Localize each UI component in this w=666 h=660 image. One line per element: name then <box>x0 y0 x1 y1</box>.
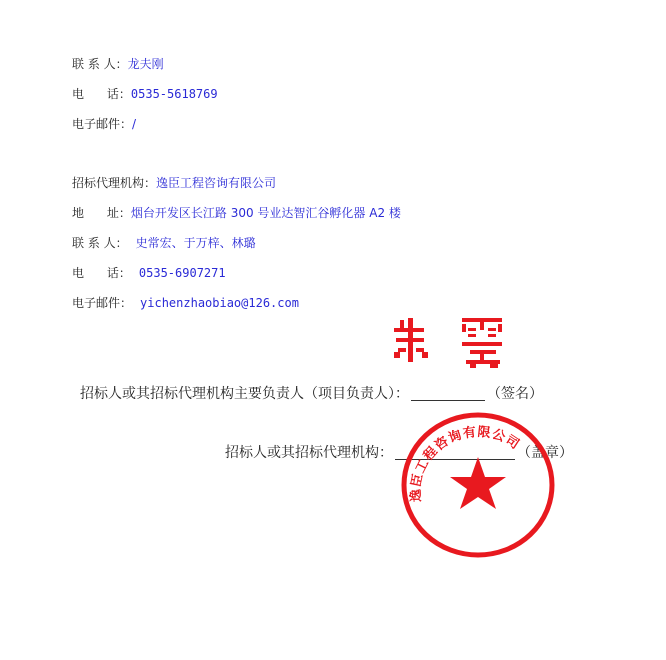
email-label: 电子邮件： <box>72 117 133 131</box>
company-seal <box>393 405 563 565</box>
agency-contact-value: 史常宏、于万梓、林璐 <box>135 236 256 250</box>
contact-person-value: 龙夫刚 <box>127 57 164 71</box>
phone-row <box>72 86 218 102</box>
principal-label: 招标人或其招标代理机构主要负责人（项目负责人）： <box>80 386 409 402</box>
address-label: 地 址： <box>72 206 131 220</box>
agency-label: 招标代理机构： <box>72 176 157 190</box>
contact-person-label: 联 系 人： <box>72 57 128 71</box>
phone-value: 0535-5618769 <box>130 87 218 101</box>
phone-label: 电 话： <box>72 87 131 101</box>
svg-text:逸臣工程咨询有限公司: 逸臣工程咨询有限公司 <box>408 424 523 503</box>
agency-email-value: yichenzhaobiao@126.com <box>140 296 299 310</box>
agency-email-label: 电子邮件： <box>72 296 133 310</box>
agency-seal-suffix: （盖章） <box>517 445 573 461</box>
address-value: 烟台开发区长江路 300 号业达智汇谷孵化器 A2 楼 <box>130 206 401 220</box>
signature-blank[interactable] <box>411 388 485 401</box>
agency-phone-value: 0535-6907271 <box>138 266 226 280</box>
agency-seal-label: 招标人或其招标代理机构： <box>225 445 393 461</box>
principal-suffix: （签名） <box>487 386 543 402</box>
agency-email-row <box>72 295 299 311</box>
principal-signature-line <box>80 385 543 403</box>
agency-value: 逸臣工程咨询有限公司 <box>156 176 277 190</box>
agency-phone-row <box>72 265 226 281</box>
email-value: / <box>132 117 137 131</box>
address-row <box>72 205 401 221</box>
email-row <box>72 116 136 132</box>
contact-person-row <box>72 56 164 72</box>
handwritten-signature <box>386 312 516 372</box>
agency-contact-row <box>72 235 256 251</box>
agency-phone-label: 电 话： <box>72 266 131 280</box>
agency-row <box>72 175 276 191</box>
agency-contact-label: 联 系 人： <box>72 236 128 250</box>
star-icon <box>450 457 506 509</box>
